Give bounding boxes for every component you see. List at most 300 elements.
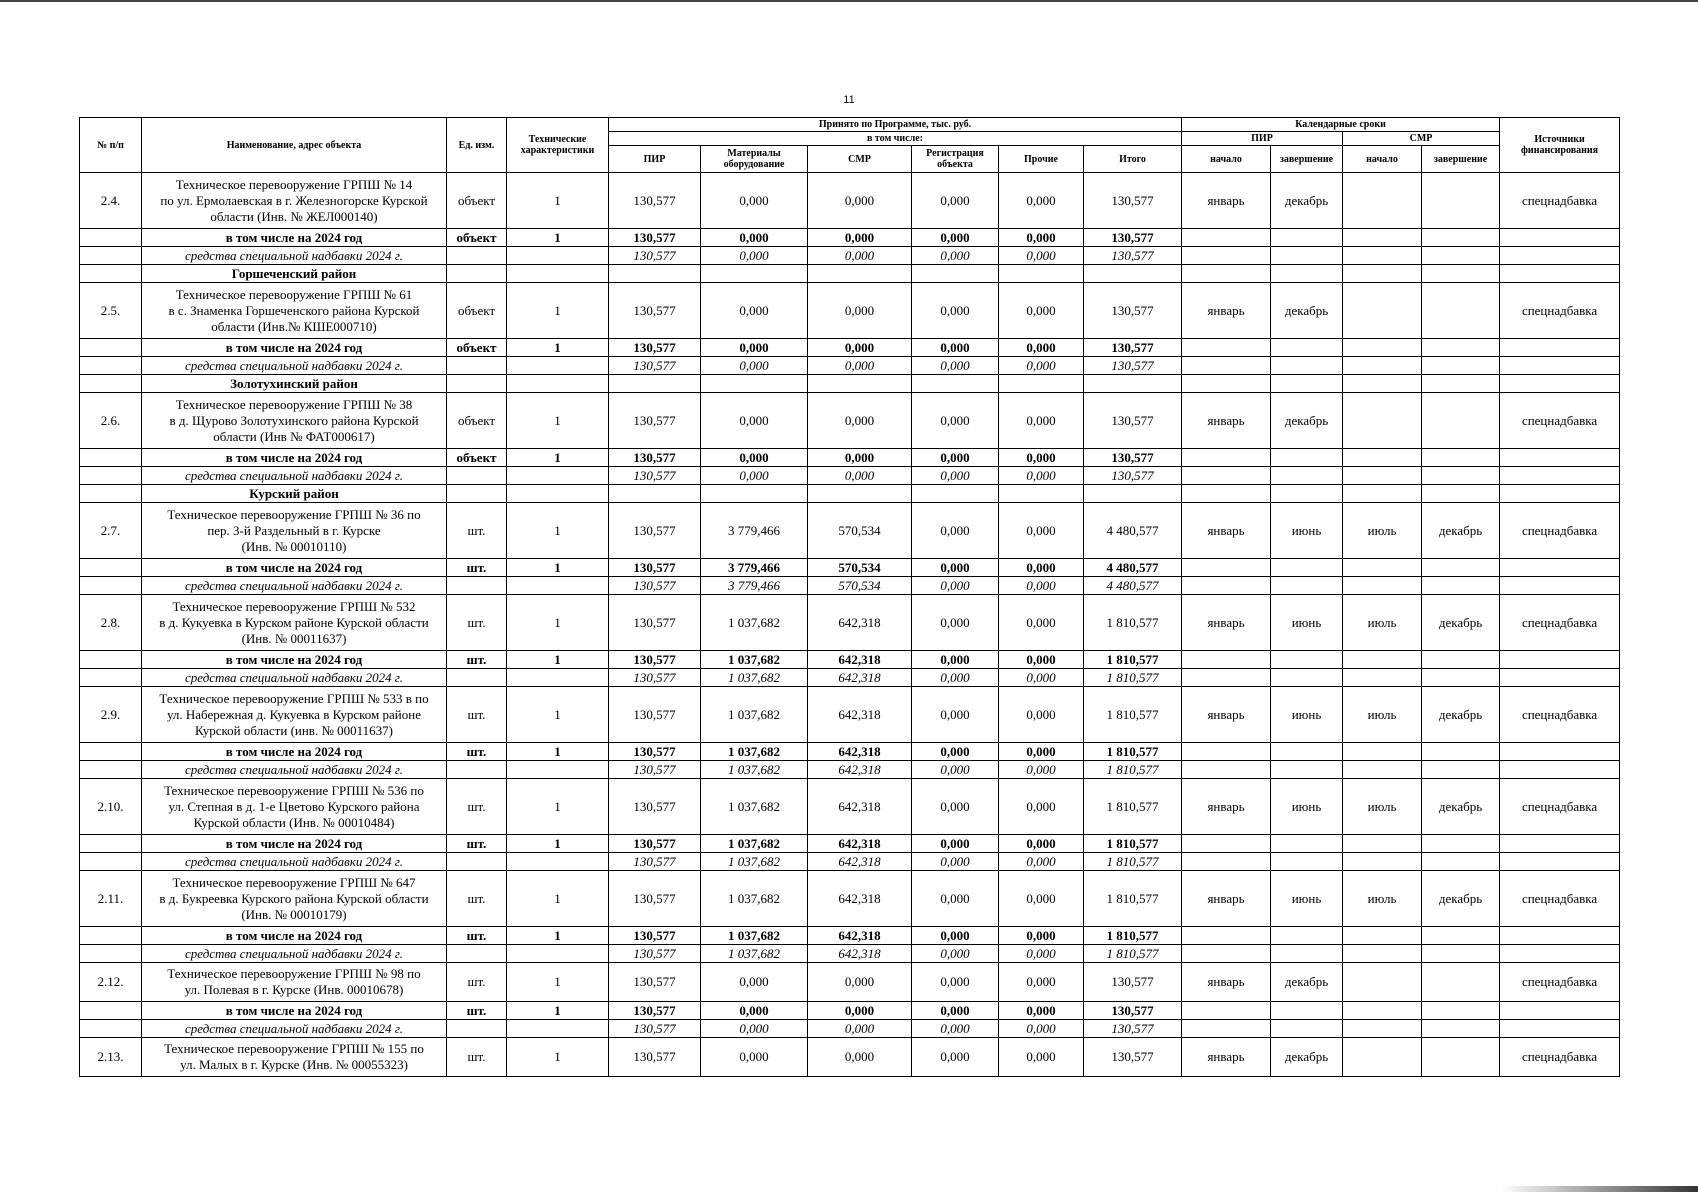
item-tech: 1 <box>507 687 609 743</box>
funding-source: спецнадбавка <box>1500 963 1620 1002</box>
empty-cell <box>912 265 999 283</box>
subtotal-label: в том числе на 2024 год <box>142 651 447 669</box>
value-smr: 642,318 <box>808 761 912 779</box>
value-materials: 0,000 <box>701 1002 808 1020</box>
empty-cell <box>1500 357 1620 375</box>
value-materials: 1 037,682 <box>701 853 808 871</box>
item-tech: 1 <box>507 559 609 577</box>
item-unit <box>447 761 507 779</box>
item-name-line: в д. Щурово Золотухинского района Курской <box>169 412 419 428</box>
value-pir: 130,577 <box>609 871 701 927</box>
value-smr: 0,000 <box>808 229 912 247</box>
table-row-fund <box>80 853 1620 871</box>
pir-start: январь <box>1182 871 1271 927</box>
district-name: Курский район <box>142 485 447 503</box>
value-other: 0,000 <box>999 835 1084 853</box>
fund-label: средства специальной надбавки 2024 г. <box>142 357 447 375</box>
value-pir: 130,577 <box>609 339 701 357</box>
value-smr: 642,318 <box>808 779 912 835</box>
item-number <box>80 853 142 871</box>
table-row-obj <box>80 503 1620 559</box>
empty-cell <box>1084 265 1182 283</box>
item-tech: 1 <box>507 229 609 247</box>
empty-cell <box>1084 375 1182 393</box>
pir-start: январь <box>1182 687 1271 743</box>
item-number: 2.9. <box>80 687 142 743</box>
item-name-line: (Инв. № 00011637) <box>241 630 347 646</box>
item-number <box>80 761 142 779</box>
value-total: 1 810,577 <box>1084 687 1182 743</box>
table-row-obj <box>80 963 1620 1002</box>
item-number: 2.8. <box>80 595 142 651</box>
value-smr: 642,318 <box>808 743 912 761</box>
empty-cell <box>701 375 808 393</box>
value-smr: 0,000 <box>808 247 912 265</box>
item-number <box>80 1002 142 1020</box>
value-total: 4 480,577 <box>1084 503 1182 559</box>
empty-cell <box>1271 1020 1343 1038</box>
value-smr: 0,000 <box>808 393 912 449</box>
empty-cell <box>1422 743 1500 761</box>
item-unit: шт. <box>447 503 507 559</box>
empty-cell <box>1271 357 1343 375</box>
empty-cell <box>1271 339 1343 357</box>
value-total: 130,577 <box>1084 1002 1182 1020</box>
value-total: 4 480,577 <box>1084 577 1182 595</box>
value-total: 1 810,577 <box>1084 595 1182 651</box>
value-total: 1 810,577 <box>1084 743 1182 761</box>
item-number <box>80 651 142 669</box>
item-name <box>142 283 447 339</box>
subtotal-label: в том числе на 2024 год <box>142 927 447 945</box>
value-other: 0,000 <box>999 449 1084 467</box>
value-pir: 130,577 <box>609 963 701 1002</box>
value-pir: 130,577 <box>609 595 701 651</box>
empty-cell <box>1343 743 1422 761</box>
value-materials: 1 037,682 <box>701 835 808 853</box>
header-materials: Материалы оборудование <box>701 146 808 173</box>
item-unit <box>447 853 507 871</box>
district-name: Горшеченский район <box>142 265 447 283</box>
item-unit: шт. <box>447 595 507 651</box>
item-name <box>142 173 447 229</box>
value-registration: 0,000 <box>912 467 999 485</box>
value-materials: 0,000 <box>701 963 808 1002</box>
pir-end: декабрь <box>1271 393 1343 449</box>
item-name-line: Техническое перевооружение ГРПШ № 532 <box>172 598 416 614</box>
item-name-line: в д. Кукуевка в Курском районе Курской области <box>159 614 429 630</box>
empty-cell <box>1422 1002 1500 1020</box>
value-registration: 0,000 <box>912 247 999 265</box>
table-row-fund <box>80 247 1620 265</box>
value-total: 130,577 <box>1084 173 1182 229</box>
value-materials: 0,000 <box>701 357 808 375</box>
value-total: 1 810,577 <box>1084 651 1182 669</box>
value-smr: 0,000 <box>808 963 912 1002</box>
value-other: 0,000 <box>999 357 1084 375</box>
page-number: 11 <box>843 94 855 106</box>
value-smr: 570,534 <box>808 503 912 559</box>
fund-label: средства специальной надбавки 2024 г. <box>142 945 447 963</box>
empty-cell <box>1343 1002 1422 1020</box>
item-tech <box>507 577 609 595</box>
item-unit: шт. <box>447 779 507 835</box>
item-unit <box>447 945 507 963</box>
value-smr: 642,318 <box>808 687 912 743</box>
value-pir: 130,577 <box>609 779 701 835</box>
smr-start: июль <box>1343 779 1422 835</box>
empty-cell <box>1182 835 1271 853</box>
value-materials: 1 037,682 <box>701 779 808 835</box>
header-pir-end: завершение <box>1271 146 1343 173</box>
subtotal-label: в том числе на 2024 год <box>142 339 447 357</box>
item-name-line: Техническое перевооружение ГРПШ № 533 в по <box>159 690 429 706</box>
item-number <box>80 265 142 283</box>
empty-cell <box>1343 485 1422 503</box>
value-registration: 0,000 <box>912 577 999 595</box>
funding-source: спецнадбавка <box>1500 1038 1620 1077</box>
item-tech <box>507 761 609 779</box>
item-name-line: в д. Букреевка Курского района Курской области <box>159 890 429 906</box>
pir-start: январь <box>1182 1038 1271 1077</box>
value-other: 0,000 <box>999 779 1084 835</box>
empty-cell <box>1422 927 1500 945</box>
value-other: 0,000 <box>999 761 1084 779</box>
empty-cell <box>1422 559 1500 577</box>
value-other: 0,000 <box>999 1002 1084 1020</box>
scan-edge-top <box>0 0 1698 2</box>
item-number <box>80 339 142 357</box>
value-registration: 0,000 <box>912 651 999 669</box>
item-name-line: ул. Полевая в г. Курске (Инв. 00010678) <box>184 982 404 997</box>
smr-end: декабрь <box>1422 687 1500 743</box>
subtotal-label: в том числе на 2024 год <box>142 449 447 467</box>
value-smr: 0,000 <box>808 339 912 357</box>
empty-cell <box>1343 651 1422 669</box>
value-registration: 0,000 <box>912 357 999 375</box>
scan-edge-bottom <box>1500 1186 1698 1192</box>
item-unit: шт. <box>447 559 507 577</box>
item-number: 2.13. <box>80 1038 142 1077</box>
item-tech <box>507 467 609 485</box>
value-total: 1 810,577 <box>1084 853 1182 871</box>
value-materials: 1 037,682 <box>701 651 808 669</box>
empty-cell <box>1422 467 1500 485</box>
empty-cell <box>1271 559 1343 577</box>
table-row-fund <box>80 761 1620 779</box>
table-row-dist <box>80 485 1620 503</box>
item-tech: 1 <box>507 283 609 339</box>
item-unit: объект <box>447 339 507 357</box>
empty-cell <box>1343 375 1422 393</box>
value-total: 130,577 <box>1084 467 1182 485</box>
empty-cell <box>1500 853 1620 871</box>
value-registration: 0,000 <box>912 283 999 339</box>
header-pir-start: начало <box>1182 146 1271 173</box>
smr-start <box>1343 1038 1422 1077</box>
funding-source: спецнадбавка <box>1500 779 1620 835</box>
empty-cell <box>609 485 701 503</box>
value-pir: 130,577 <box>609 229 701 247</box>
item-tech: 1 <box>507 1038 609 1077</box>
item-unit: объект <box>447 229 507 247</box>
item-number: 2.10. <box>80 779 142 835</box>
table-row-obj <box>80 871 1620 927</box>
empty-cell <box>1271 853 1343 871</box>
empty-cell <box>1422 339 1500 357</box>
empty-cell <box>808 375 912 393</box>
item-name-line: Техническое перевооружение ГРПШ № 536 по <box>164 782 424 798</box>
smr-end: декабрь <box>1422 503 1500 559</box>
empty-cell <box>1182 743 1271 761</box>
value-smr: 0,000 <box>808 357 912 375</box>
item-name <box>142 687 447 743</box>
pir-start: январь <box>1182 595 1271 651</box>
empty-cell <box>1500 835 1620 853</box>
item-number <box>80 375 142 393</box>
pir-end: декабрь <box>1271 173 1343 229</box>
value-smr: 642,318 <box>808 651 912 669</box>
item-name-line: Техническое перевооружение ГРПШ № 155 по <box>164 1041 424 1056</box>
item-tech: 1 <box>507 651 609 669</box>
value-materials: 0,000 <box>701 247 808 265</box>
empty-cell <box>1343 669 1422 687</box>
empty-cell <box>507 375 609 393</box>
table-row-sub <box>80 651 1620 669</box>
value-pir: 130,577 <box>609 357 701 375</box>
item-name-line: Техническое перевооружение ГРПШ № 98 по <box>167 966 421 981</box>
value-other: 0,000 <box>999 651 1084 669</box>
value-pir: 130,577 <box>609 835 701 853</box>
value-pir: 130,577 <box>609 687 701 743</box>
empty-cell <box>1343 247 1422 265</box>
value-other: 0,000 <box>999 871 1084 927</box>
funding-source: спецнадбавка <box>1500 687 1620 743</box>
value-total: 130,577 <box>1084 1038 1182 1077</box>
empty-cell <box>1343 927 1422 945</box>
empty-cell <box>1422 1020 1500 1038</box>
value-total: 130,577 <box>1084 393 1182 449</box>
empty-cell <box>1271 229 1343 247</box>
pir-start: январь <box>1182 779 1271 835</box>
value-total: 130,577 <box>1084 339 1182 357</box>
value-smr: 0,000 <box>808 1038 912 1077</box>
empty-cell <box>1500 485 1620 503</box>
value-pir: 130,577 <box>609 761 701 779</box>
item-tech: 1 <box>507 393 609 449</box>
table-row-sub <box>80 743 1620 761</box>
empty-cell <box>999 375 1084 393</box>
empty-cell <box>1500 669 1620 687</box>
value-smr: 642,318 <box>808 927 912 945</box>
empty-cell <box>1182 669 1271 687</box>
empty-cell <box>1182 485 1271 503</box>
empty-cell <box>1271 265 1343 283</box>
subtotal-label: в том числе на 2024 год <box>142 835 447 853</box>
item-unit: объект <box>447 449 507 467</box>
value-registration: 0,000 <box>912 743 999 761</box>
item-number <box>80 485 142 503</box>
smr-end: декабрь <box>1422 871 1500 927</box>
empty-cell <box>1271 1002 1343 1020</box>
item-name <box>142 595 447 651</box>
smr-start <box>1343 393 1422 449</box>
value-registration: 0,000 <box>912 503 999 559</box>
empty-cell <box>1182 559 1271 577</box>
item-unit: шт. <box>447 871 507 927</box>
value-registration: 0,000 <box>912 339 999 357</box>
value-registration: 0,000 <box>912 761 999 779</box>
value-other: 0,000 <box>999 503 1084 559</box>
value-other: 0,000 <box>999 559 1084 577</box>
empty-cell <box>1182 651 1271 669</box>
empty-cell <box>1500 339 1620 357</box>
value-registration: 0,000 <box>912 1038 999 1077</box>
value-other: 0,000 <box>999 595 1084 651</box>
table-row-sub <box>80 229 1620 247</box>
value-pir: 130,577 <box>609 173 701 229</box>
item-tech <box>507 853 609 871</box>
empty-cell <box>1500 945 1620 963</box>
item-unit <box>447 1020 507 1038</box>
value-pir: 130,577 <box>609 467 701 485</box>
header-tech: Технические характеристики <box>507 118 609 173</box>
table-row-fund <box>80 945 1620 963</box>
empty-cell <box>1182 339 1271 357</box>
value-materials: 0,000 <box>701 173 808 229</box>
header-unit: Ед. изм. <box>447 118 507 173</box>
smr-end <box>1422 393 1500 449</box>
empty-cell <box>1343 761 1422 779</box>
item-unit <box>447 577 507 595</box>
item-unit <box>447 669 507 687</box>
empty-cell <box>1422 669 1500 687</box>
smr-end <box>1422 283 1500 339</box>
table-row-obj <box>80 393 1620 449</box>
value-pir: 130,577 <box>609 559 701 577</box>
value-other: 0,000 <box>999 1038 1084 1077</box>
funding-source: спецнадбавка <box>1500 283 1620 339</box>
header-cal-pir: ПИР <box>1182 132 1343 146</box>
item-name-line: области (Инв.№ КШЕ000710) <box>211 318 377 334</box>
empty-cell <box>1500 265 1620 283</box>
value-smr: 0,000 <box>808 283 912 339</box>
value-other: 0,000 <box>999 853 1084 871</box>
table-row-obj <box>80 173 1620 229</box>
table-row-sub <box>80 339 1620 357</box>
item-number: 2.6. <box>80 393 142 449</box>
item-name-line: Техническое перевооружение ГРПШ № 38 <box>175 396 413 412</box>
empty-cell <box>1271 761 1343 779</box>
item-number <box>80 1020 142 1038</box>
header-calendar: Календарные сроки <box>1182 118 1500 132</box>
item-name-line: пер. 3-й Раздельный в г. Курске <box>207 522 381 538</box>
pir-end: июнь <box>1271 595 1343 651</box>
item-name-line: в с. Знаменка Горшеченского района Курской <box>168 302 420 318</box>
item-unit: объект <box>447 173 507 229</box>
smr-start: июль <box>1343 595 1422 651</box>
empty-cell <box>447 265 507 283</box>
table-row-obj <box>80 687 1620 743</box>
value-registration: 0,000 <box>912 927 999 945</box>
fund-label: средства специальной надбавки 2024 г. <box>142 669 447 687</box>
empty-cell <box>1182 229 1271 247</box>
value-registration: 0,000 <box>912 449 999 467</box>
value-smr: 642,318 <box>808 669 912 687</box>
item-tech: 1 <box>507 595 609 651</box>
empty-cell <box>1271 945 1343 963</box>
item-number <box>80 467 142 485</box>
value-materials: 1 037,682 <box>701 687 808 743</box>
empty-cell <box>912 375 999 393</box>
item-tech: 1 <box>507 1002 609 1020</box>
item-name-line: (Инв. № 00010110) <box>241 538 347 554</box>
empty-cell <box>507 265 609 283</box>
empty-cell <box>1182 375 1271 393</box>
empty-cell <box>1182 247 1271 265</box>
empty-cell <box>1500 559 1620 577</box>
value-materials: 1 037,682 <box>701 743 808 761</box>
pir-end: июнь <box>1271 503 1343 559</box>
value-materials: 0,000 <box>701 1020 808 1038</box>
smr-start: июль <box>1343 687 1422 743</box>
fund-label: средства специальной надбавки 2024 г. <box>142 467 447 485</box>
value-pir: 130,577 <box>609 1020 701 1038</box>
value-total: 1 810,577 <box>1084 945 1182 963</box>
empty-cell <box>1343 577 1422 595</box>
pir-end: декабрь <box>1271 283 1343 339</box>
funding-source: спецнадбавка <box>1500 871 1620 927</box>
empty-cell <box>1182 853 1271 871</box>
empty-cell <box>1422 247 1500 265</box>
item-name <box>142 1038 447 1077</box>
empty-cell <box>1343 339 1422 357</box>
empty-cell <box>999 265 1084 283</box>
table-row-obj <box>80 1038 1620 1077</box>
table-row-obj <box>80 595 1620 651</box>
empty-cell <box>1271 467 1343 485</box>
fund-label: средства специальной надбавки 2024 г. <box>142 1020 447 1038</box>
item-name <box>142 503 447 559</box>
value-total: 1 810,577 <box>1084 761 1182 779</box>
item-unit: шт. <box>447 835 507 853</box>
item-name-line: Курской области (Инв. № 00010484) <box>193 814 395 830</box>
empty-cell <box>1422 265 1500 283</box>
value-materials: 0,000 <box>701 339 808 357</box>
empty-cell <box>808 485 912 503</box>
smr-end: декабрь <box>1422 595 1500 651</box>
empty-cell <box>1500 247 1620 265</box>
value-registration: 0,000 <box>912 173 999 229</box>
value-materials: 1 037,682 <box>701 669 808 687</box>
item-number <box>80 945 142 963</box>
pir-end: июнь <box>1271 779 1343 835</box>
value-other: 0,000 <box>999 339 1084 357</box>
value-smr: 642,318 <box>808 835 912 853</box>
item-tech: 1 <box>507 503 609 559</box>
value-registration: 0,000 <box>912 1020 999 1038</box>
item-number <box>80 247 142 265</box>
empty-cell <box>1500 229 1620 247</box>
value-pir: 130,577 <box>609 651 701 669</box>
empty-cell <box>1182 927 1271 945</box>
value-pir: 130,577 <box>609 247 701 265</box>
value-smr: 642,318 <box>808 595 912 651</box>
value-other: 0,000 <box>999 963 1084 1002</box>
table-row-fund <box>80 357 1620 375</box>
item-unit <box>447 357 507 375</box>
empty-cell <box>701 485 808 503</box>
